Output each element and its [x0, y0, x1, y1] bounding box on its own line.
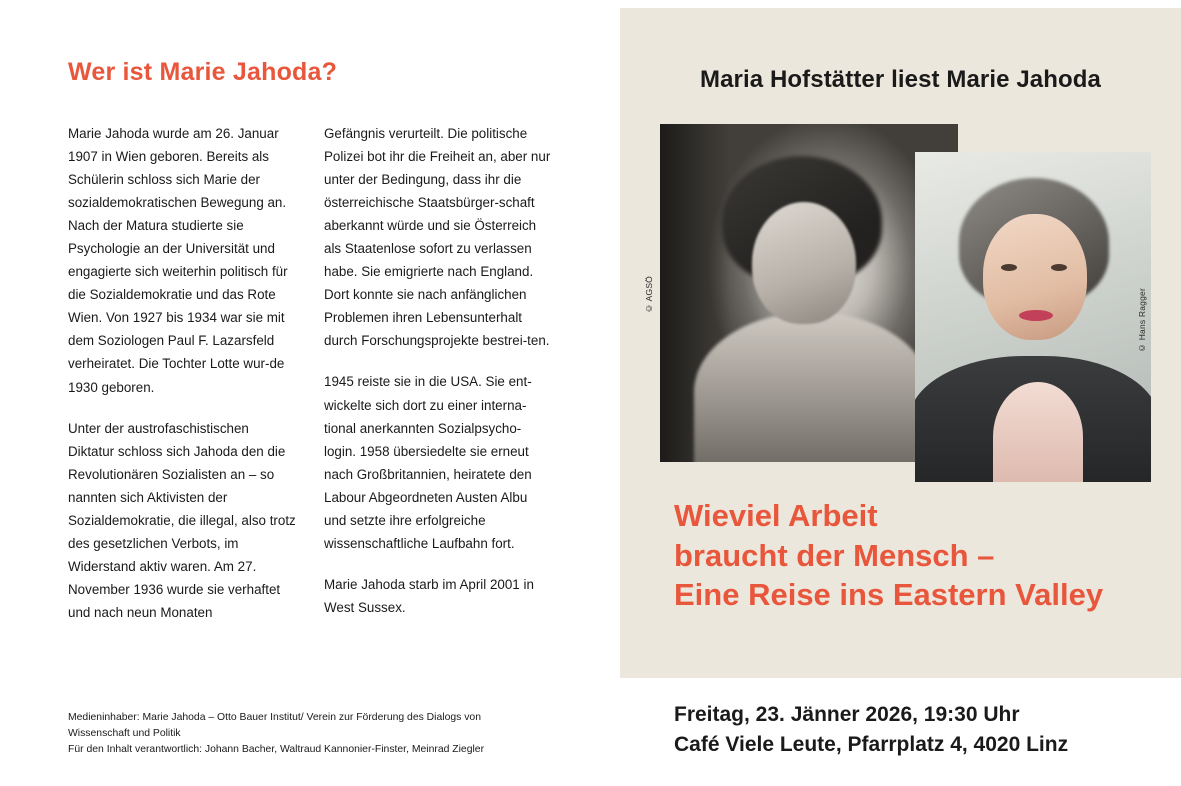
event-subtitle-line: Wieviel Arbeit — [674, 498, 878, 533]
text-columns — [68, 122, 552, 624]
portrait-photo-maria-hofstaetter — [915, 152, 1151, 482]
photo-face — [752, 202, 856, 324]
paragraph: Marie Jahoda wurde am 26. Januar 1907 in Wien geboren. Bereits als Schülerin schloss sich Marie der sozialdemokratischen Bewegung an. Nach der Matura studierte sie Psychologie an der Universität und engagierte sich weiterhin politisch für die Sozialdemokratie und das Rote Wien. Von 1927 bis 1934 war sie mit dem Soziologen Paul F. Lazarsfeld verheiratet. Die Tochter Lotte wur-de 1930 geboren. — [68, 126, 288, 395]
photo-lips — [1019, 310, 1053, 321]
text-column-1 — [68, 122, 296, 624]
photo-shirt — [993, 382, 1083, 482]
photo-face — [983, 214, 1087, 340]
event-headline: Maria Hofstätter liest Marie Jahoda — [700, 66, 1101, 93]
imprint — [68, 710, 568, 758]
event-subtitle-line: braucht der Mensch – — [674, 537, 995, 573]
photo-credit-bw: © AGSÖ — [644, 276, 654, 314]
imprint-line: Wissenschaft und Politik — [68, 728, 181, 740]
photo-body — [694, 312, 930, 462]
page-title: Wer ist Marie Jahoda? — [68, 58, 338, 86]
paragraph: 1945 reiste sie in die USA. Sie ent-wickelte sich dort zu einer interna-tional anerkannten Sozialpsycho-login. 1958 übersiedelte sie erneut nach Großbritannien, heiratete den Labour Abgeordneten Austen Albu und setzte ihre erfolgreiche wissenschaftliche Laufbahn fort. — [324, 374, 532, 551]
imprint-line: Für den Inhalt verantwortlich: Johann Bacher, Waltraud Kannonier-Finster, Meinrad Ziegler — [68, 744, 485, 756]
paragraph: Marie Jahoda starb im April 2001 in West Sussex. — [324, 576, 534, 615]
event-date-time: Freitag, 23. Jänner 2026, 19:30 Uhr — [674, 703, 1020, 726]
photo-eye-left — [1001, 264, 1017, 271]
event-subtitle — [674, 496, 1169, 615]
event-subtitle-line: Eine Reise ins Eastern Valley — [674, 577, 1104, 613]
paragraph: Unter der austrofaschistischen Diktatur schloss sich Jahoda den die Revolutionären Sozialisten an – so nannten sich Aktivisten der Sozialdemokratie, die illegal, also trotz des gesetzlichen Verbots, im Widerstand aktiv waren. Am 27. November 1936 wurde sie verhaftet und nach neun Monaten — [68, 420, 296, 620]
photo-area — [640, 116, 1161, 471]
imprint-line: Medieninhaber: Marie Jahoda – Otto Bauer Institut/ Verein zur Förderung des Dialogs von — [68, 712, 481, 723]
event-details — [674, 700, 1068, 761]
portrait-photo-marie-jahoda — [660, 124, 958, 462]
photo-credit-color: © Hans Ragger — [1137, 288, 1147, 354]
paragraph: Gefängnis verurteilt. Die politische Polizei bot ihr die Freiheit an, aber nur unter der Bedingung, dass ihr die österreichische Staatsbürger-schaft aberkannt würde und sie Österreich als Staatenlose sofort zu verlassen habe. Sie emigrierte nach England. Dort konnte sie nach anfänglichen Problemen ihren Lebensunterhalt durch Forschungsprojekte bestrei-ten. — [324, 126, 551, 349]
photo-eye-right — [1051, 264, 1067, 271]
event-venue: Café Viele Leute, Pfarrplatz 4, 4020 Linz — [674, 733, 1069, 757]
right-panel — [620, 8, 1181, 678]
text-column-2 — [324, 122, 552, 624]
